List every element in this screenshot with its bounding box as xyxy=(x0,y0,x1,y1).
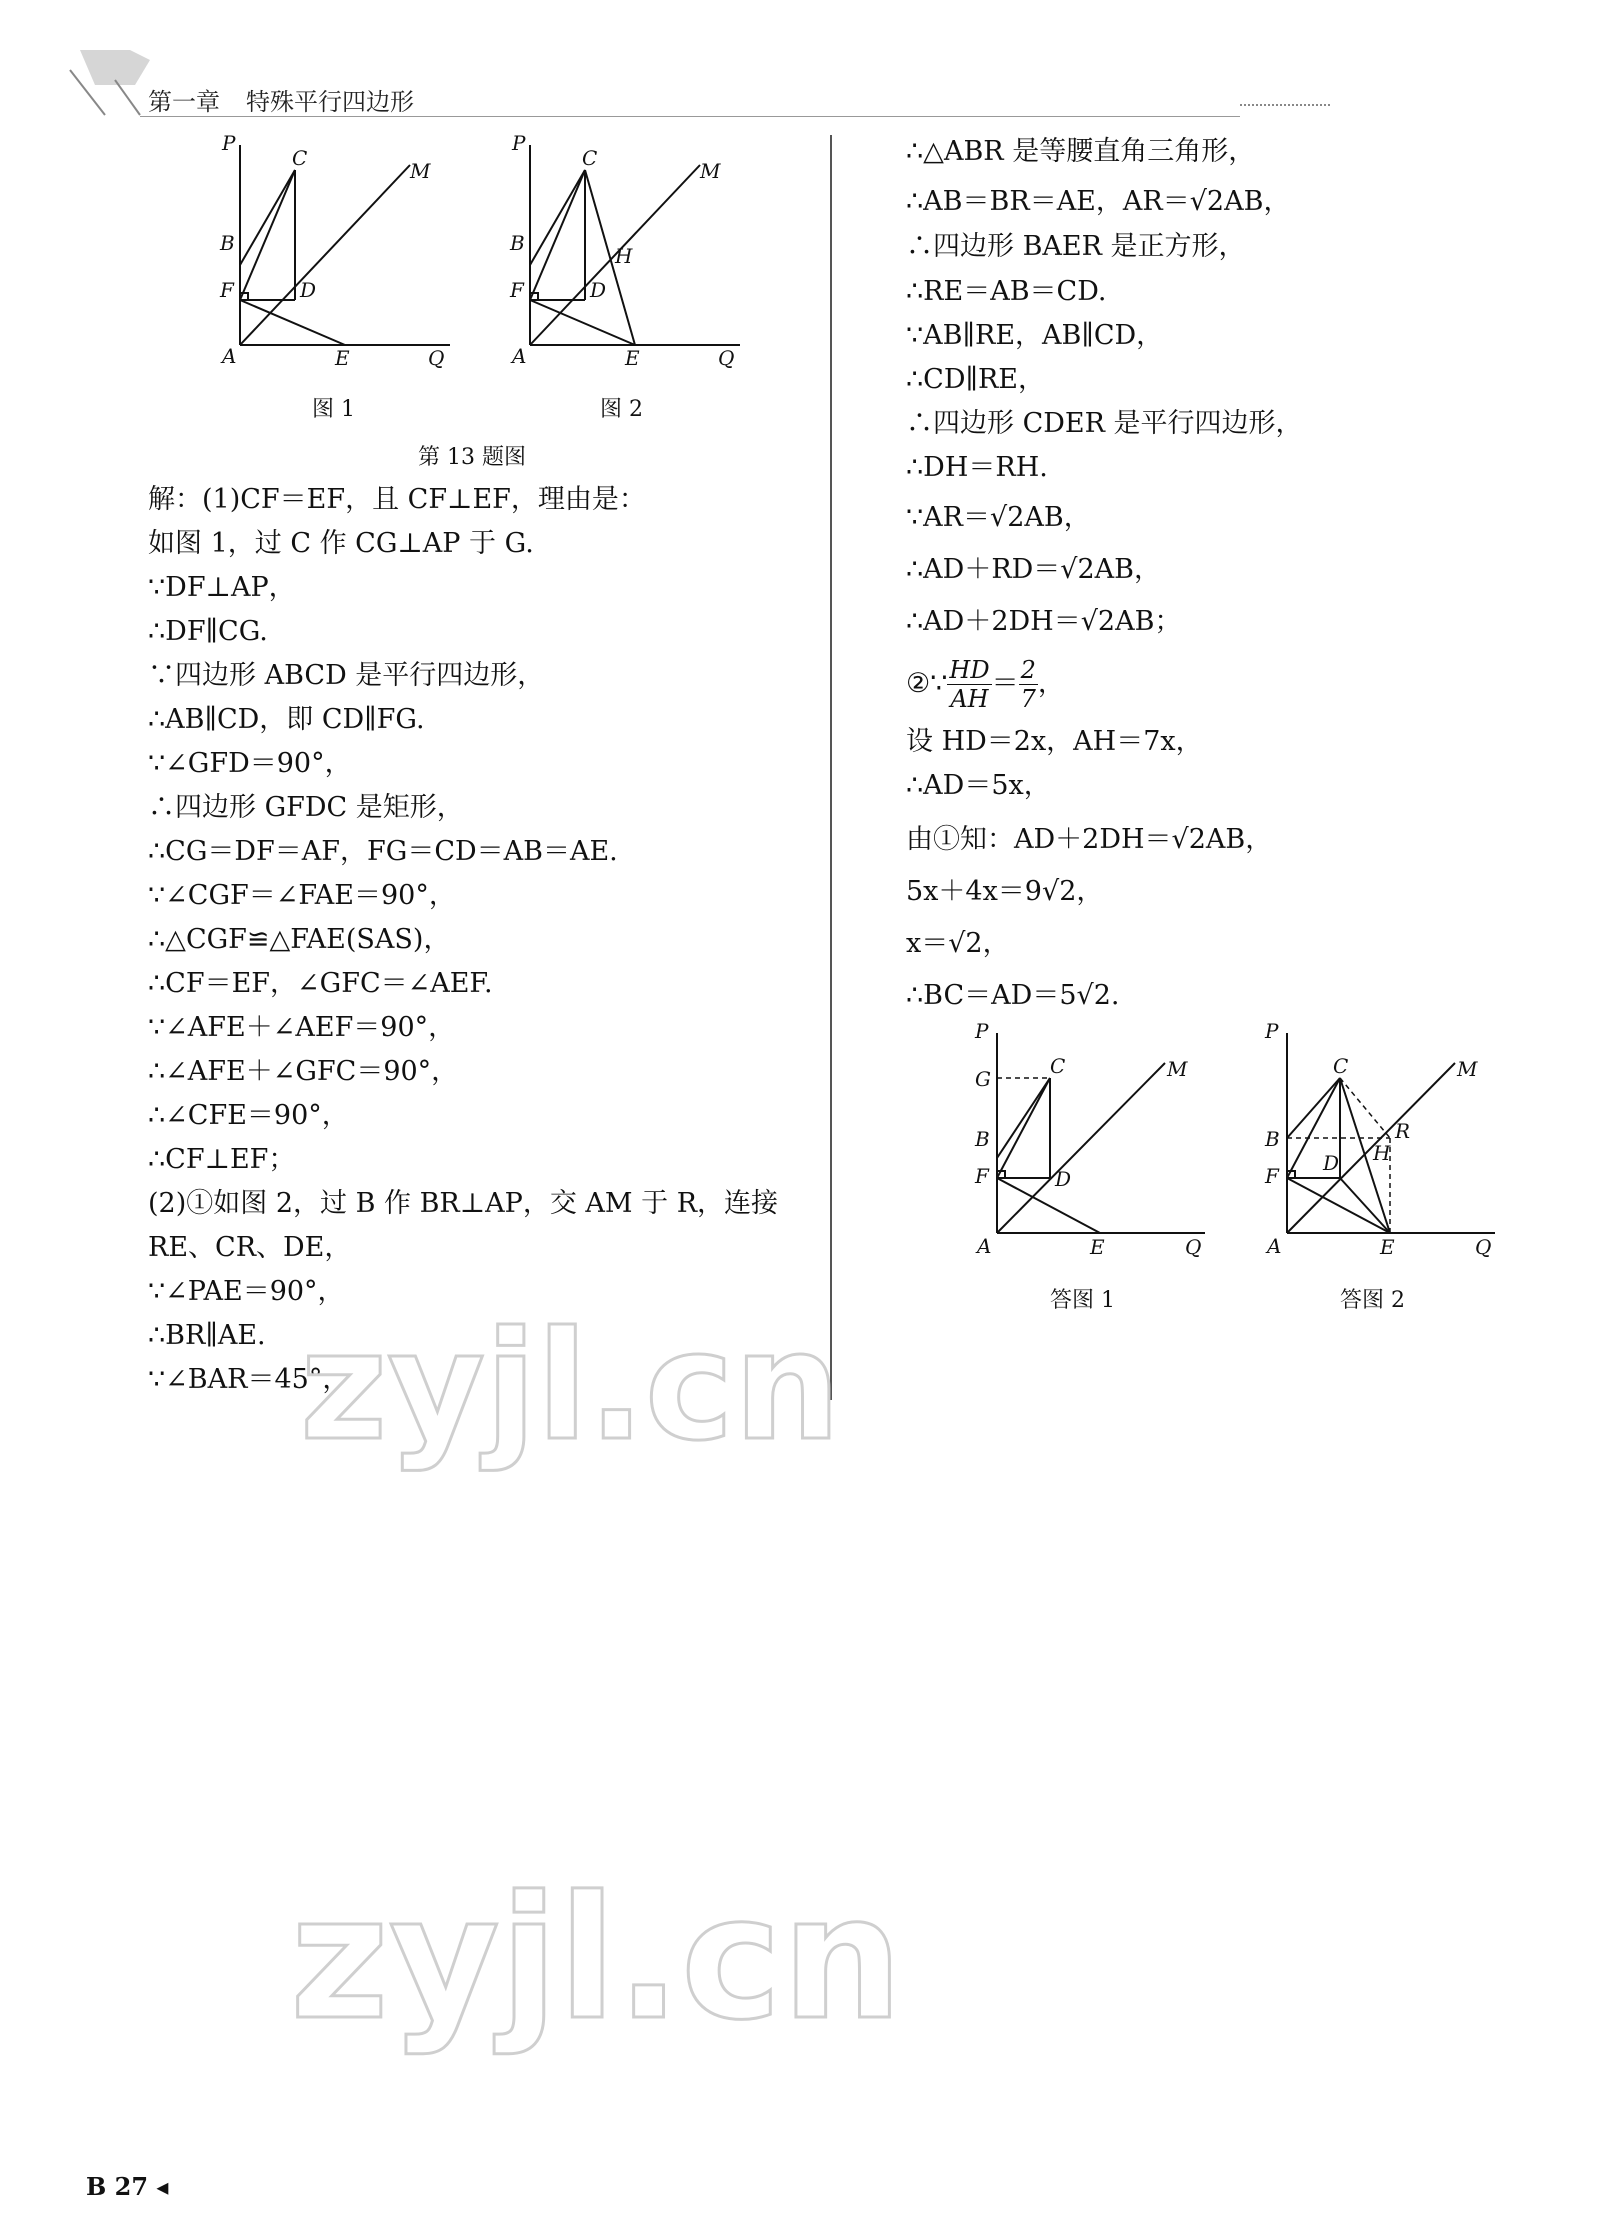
fraction-hd-ah xyxy=(947,656,991,713)
label-B: B xyxy=(510,231,525,255)
solution-line: ∵∠AFE＋∠AEF＝90°， xyxy=(148,1012,456,1043)
solution-line: ∴BR∥AE. xyxy=(148,1320,266,1351)
solution-line: ∴AB∥CD，即 CD∥FG. xyxy=(148,704,425,735)
solution-line: ∵AB∥RE，AB∥CD， xyxy=(906,320,1164,351)
solution-line: ∴△ABR 是等腰直角三角形， xyxy=(906,136,1256,167)
figure-1 xyxy=(210,125,470,385)
solution-line: RE、CR、DE， xyxy=(148,1232,352,1263)
ratio-equals: ＝ xyxy=(991,668,1019,699)
label-P: P xyxy=(512,131,526,155)
label-A: A xyxy=(222,344,237,368)
solution-line: ∴△CGF≌△FAE(SAS)， xyxy=(148,924,451,955)
label-P: P xyxy=(975,1019,989,1043)
solution-line: ∴∠CFE＝90°， xyxy=(148,1100,349,1131)
solution-line: ∴AD＋2DH＝√2AB； xyxy=(906,606,1182,637)
figure-group-caption: 第 13 题图 xyxy=(418,445,526,470)
fraction-2-7 xyxy=(1019,656,1038,713)
fraction-denominator: AH xyxy=(950,685,989,713)
chapter-name: 特殊平行四边形 xyxy=(246,88,414,116)
label-M: M xyxy=(1167,1057,1188,1081)
label-F: F xyxy=(975,1164,989,1188)
label-Q: Q xyxy=(1185,1235,1202,1259)
label-E: E xyxy=(1380,1235,1395,1259)
solution-line: x＝√2， xyxy=(906,928,1010,959)
solution-line: (2)①如图 2，过 B 作 BR⊥AP，交 AM 于 R，连接 xyxy=(148,1188,779,1219)
solution-line: ∵∠GFD＝90°， xyxy=(148,748,352,779)
answer-figure-2-caption: 答图 2 xyxy=(1340,1288,1405,1313)
page-number: B 27 ◂ xyxy=(86,2172,169,2201)
solution-line: ∴AB＝BR＝AE，AR＝√2AB， xyxy=(906,186,1291,217)
solution-line: ∴CD∥RE， xyxy=(906,364,1045,395)
label-F: F xyxy=(220,278,234,302)
label-G: G xyxy=(975,1067,991,1091)
ratio-prefix: ②∵ xyxy=(906,668,948,699)
solution-line: ∴DH＝RH. xyxy=(906,452,1048,483)
label-C: C xyxy=(1050,1054,1066,1078)
label-E: E xyxy=(335,346,350,370)
solution-line: ∴四边形 CDER 是平行四边形， xyxy=(906,408,1303,439)
label-Q: Q xyxy=(428,346,445,370)
answer-figure-1 xyxy=(955,1018,1225,1273)
solution-line: ∴RE＝AB＝CD. xyxy=(906,276,1107,307)
label-H: H xyxy=(615,244,633,268)
figure-1-caption: 图 1 xyxy=(312,397,355,422)
label-M: M xyxy=(1457,1057,1478,1081)
label-B: B xyxy=(1265,1127,1280,1151)
solution-line: ∵四边形 ABCD 是平行四边形， xyxy=(148,660,545,691)
solution-line: ∴CF⊥EF； xyxy=(148,1144,296,1175)
solution-line: ∴AD＋RD＝√2AB， xyxy=(906,554,1162,585)
label-E: E xyxy=(1090,1235,1105,1259)
solution-line: ∴AD＝5x， xyxy=(906,770,1051,801)
column-divider xyxy=(830,135,832,1400)
ratio-suffix: ， xyxy=(1037,668,1065,699)
solution-line: ∵∠PAE＝90°， xyxy=(148,1276,345,1307)
label-Q: Q xyxy=(1475,1235,1492,1259)
label-C: C xyxy=(1333,1054,1349,1078)
solution-line: ∵DF⊥AP， xyxy=(148,572,296,603)
solution-line: ∴CG＝DF＝AF，FG＝CD＝AB＝AE. xyxy=(148,836,618,867)
answer-figure-2 xyxy=(1245,1018,1515,1273)
solution-line: 5x＋4x＝9√2， xyxy=(906,876,1104,907)
figure-2-caption: 图 2 xyxy=(600,397,643,422)
header-rule xyxy=(140,116,1240,117)
solution-line: 由①知：AD＋2DH＝√2AB， xyxy=(906,824,1273,855)
fraction-numerator: 2 xyxy=(1020,656,1036,684)
solution-line: ∴∠AFE＋∠GFC＝90°， xyxy=(148,1056,459,1087)
watermark: zyjl.cn xyxy=(300,1300,841,1474)
fraction-denominator: 7 xyxy=(1020,685,1036,713)
answer-figure-1-caption: 答图 1 xyxy=(1050,1288,1115,1313)
label-M: M xyxy=(700,159,721,183)
label-F: F xyxy=(1265,1164,1279,1188)
ratio-line xyxy=(906,656,1065,713)
solution-line: ∴四边形 BAER 是正方形， xyxy=(906,231,1246,262)
label-F: F xyxy=(510,278,524,302)
label-A: A xyxy=(977,1234,992,1258)
solution-line: ∵∠BAR＝45°， xyxy=(148,1364,350,1395)
solution-line: ∵AR＝√2AB， xyxy=(906,502,1091,533)
label-E: E xyxy=(625,346,640,370)
label-C: C xyxy=(292,146,308,170)
solution-line: 设 HD＝2x，AH＝7x， xyxy=(906,726,1203,757)
solution-line: ∴DF∥CG. xyxy=(148,616,268,647)
label-C: C xyxy=(582,146,598,170)
header-dotted-line xyxy=(1240,104,1330,106)
label-B: B xyxy=(220,231,235,255)
label-D: D xyxy=(300,278,317,302)
chapter-number: 第一章 xyxy=(148,88,220,116)
watermark: zyjl.cn xyxy=(290,1860,903,2058)
solution-line: 如图 1，过 C 作 CG⊥AP 于 G. xyxy=(148,528,534,559)
label-A: A xyxy=(512,344,527,368)
label-A: A xyxy=(1267,1234,1282,1258)
label-D: D xyxy=(590,278,607,302)
chapter-title xyxy=(148,82,440,117)
label-D: D xyxy=(1055,1167,1072,1191)
label-D: D xyxy=(1323,1151,1340,1175)
fraction-numerator: HD xyxy=(949,656,990,684)
label-P: P xyxy=(1265,1019,1279,1043)
label-P: P xyxy=(222,131,236,155)
solution-line: 解：(1)CF＝EF，且 CF⊥EF，理由是： xyxy=(148,484,646,515)
figure-2 xyxy=(500,125,760,385)
solution-line: ∵∠CGF＝∠FAE＝90°， xyxy=(148,880,456,911)
solution-line: ∴BC＝AD＝5√2. xyxy=(906,980,1120,1011)
label-Q: Q xyxy=(718,346,735,370)
solution-line: ∴CF＝EF，∠GFC＝∠AEF. xyxy=(148,968,493,999)
label-M: M xyxy=(410,159,431,183)
label-B: B xyxy=(975,1127,990,1151)
solution-line: ∴四边形 GFDC 是矩形， xyxy=(148,792,464,823)
label-R: R xyxy=(1395,1119,1411,1143)
label-H: H xyxy=(1373,1141,1391,1165)
